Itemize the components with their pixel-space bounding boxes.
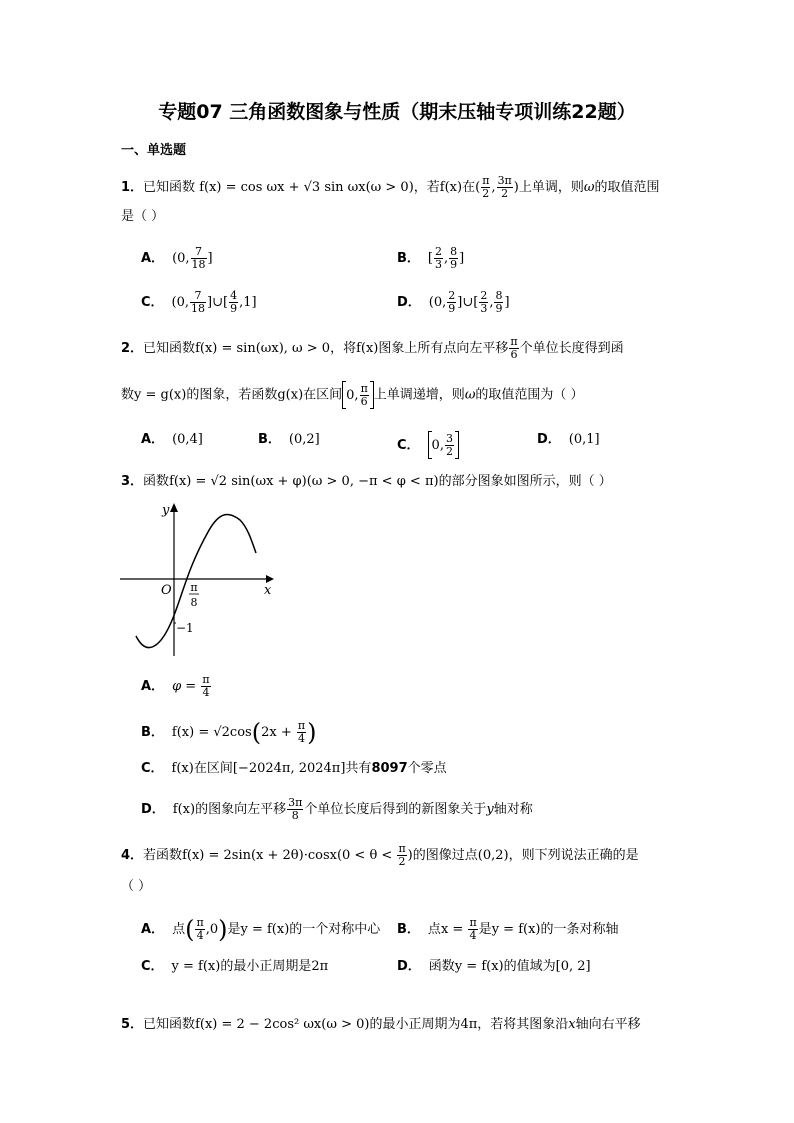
q4-option-c[interactable]: C． y = f(x)的最小正周期是2π	[141, 959, 329, 974]
question-2-line-2: 数y = g(x)的图象，若函数g(x)在区间 0, $\frac{\pi}{6}$ 上单调递增，则ω的取值范围为（ ）	[121, 381, 584, 408]
question-2-line-1: 2．已知函数f(x) = sin(ωx), ω > 0，将f(x)图象上所有点向左平移 $\frac{\pi}{6}$ 个单位长度得到函	[121, 335, 624, 361]
q2-option-d[interactable]: D． (0,1]	[537, 432, 600, 447]
x-axis-label: x	[264, 583, 272, 598]
q3-option-b[interactable]: B． f(x) = √2cos(2x + $\frac{\pi}{4}$ )	[141, 718, 317, 747]
question-number: 1．	[121, 180, 144, 195]
q3-option-d[interactable]: D． f(x)的图象向左平移 $\frac{3\pi}{8}$ 个单位长度后得到的新图象关于y轴对称	[141, 796, 533, 822]
q2-option-c[interactable]: C． 0, $\frac{3}{2}$	[397, 431, 459, 459]
formula: f(x) = cos ωx + √3 sin ωx(ω > 0)	[199, 180, 414, 195]
q1-option-c[interactable]: C． (0, $\frac{7}{18}$ ]∪[ $\frac{4}{9}$ ,1]	[141, 289, 257, 315]
y-axis-label: y	[162, 503, 170, 518]
q4-option-d[interactable]: D． 函数y = f(x)的值域为[0, 2]	[397, 959, 591, 974]
question-5-line-1: 5．已知函数f(x) = 2 − 2cos² ωx(ω > 0)的最小正周期为4π，若将其图象沿x轴向右平移	[121, 1017, 641, 1032]
q4-option-a[interactable]: A． 点( $\frac{\pi}{4}$ ,0)是y = f(x)的一个对称中心	[141, 915, 381, 944]
q3-option-a[interactable]: A． φ = $\frac{\pi}{4}$	[141, 673, 210, 699]
question-1-line-1: 1．已知函数 f(x) = cos ωx + √3 sin ωx(ω > 0)，若f(x)在( $\frac{\pi}{2}$ , $\frac{3\pi}{2}$ )上单调，则ω的取值范围	[121, 174, 660, 200]
q1-option-a[interactable]: A． (0, $\frac{7}{18}$ ]	[141, 245, 213, 271]
q1-option-d[interactable]: D． (0, $\frac{2}{9}$ ]∪[ $\frac{2}{3}$ , $\frac{8}{9}$ ]	[397, 289, 510, 315]
svg-text:π: π	[190, 581, 198, 594]
q4-option-b[interactable]: B． 点x = $\frac{\pi}{4}$ 是y = f(x)的一条对称轴	[397, 916, 619, 942]
q2-option-a[interactable]: A． (0,4]	[141, 432, 203, 447]
function-graph	[118, 498, 278, 658]
q2-option-b[interactable]: B． (0,2]	[258, 432, 320, 447]
y-tick-label: −1	[176, 621, 194, 635]
question-4-line-1: 4．若函数f(x) = 2sin(x + 2θ)·cosx(0 < θ < $\frac{\pi}{2}$ )的图像过点(0,2)，则下列说法正确的是	[121, 842, 639, 868]
svg-text:8: 8	[190, 596, 198, 609]
origin-label: O	[161, 583, 172, 598]
page-title: 专题07 三角函数图象与性质（期末压轴专项训练22题）	[158, 101, 636, 123]
question-3-line-1: 3．函数f(x) = √2 sin(ωx + φ)(ω > 0, −π < φ < π)的部分图象如图所示，则（ ）	[121, 474, 612, 489]
question-4-line-2: （ ）	[121, 879, 152, 894]
q3-option-c[interactable]: C． f(x)在区间[−2024π, 2024π]共有8097个零点	[141, 761, 447, 776]
section-heading: 一、单选题	[121, 143, 187, 158]
q1-option-b[interactable]: B． [ $\frac{2}{3}$ , $\frac{8}{9}$ ]	[397, 245, 465, 271]
question-1-line-2: 是（ ）	[121, 209, 165, 224]
